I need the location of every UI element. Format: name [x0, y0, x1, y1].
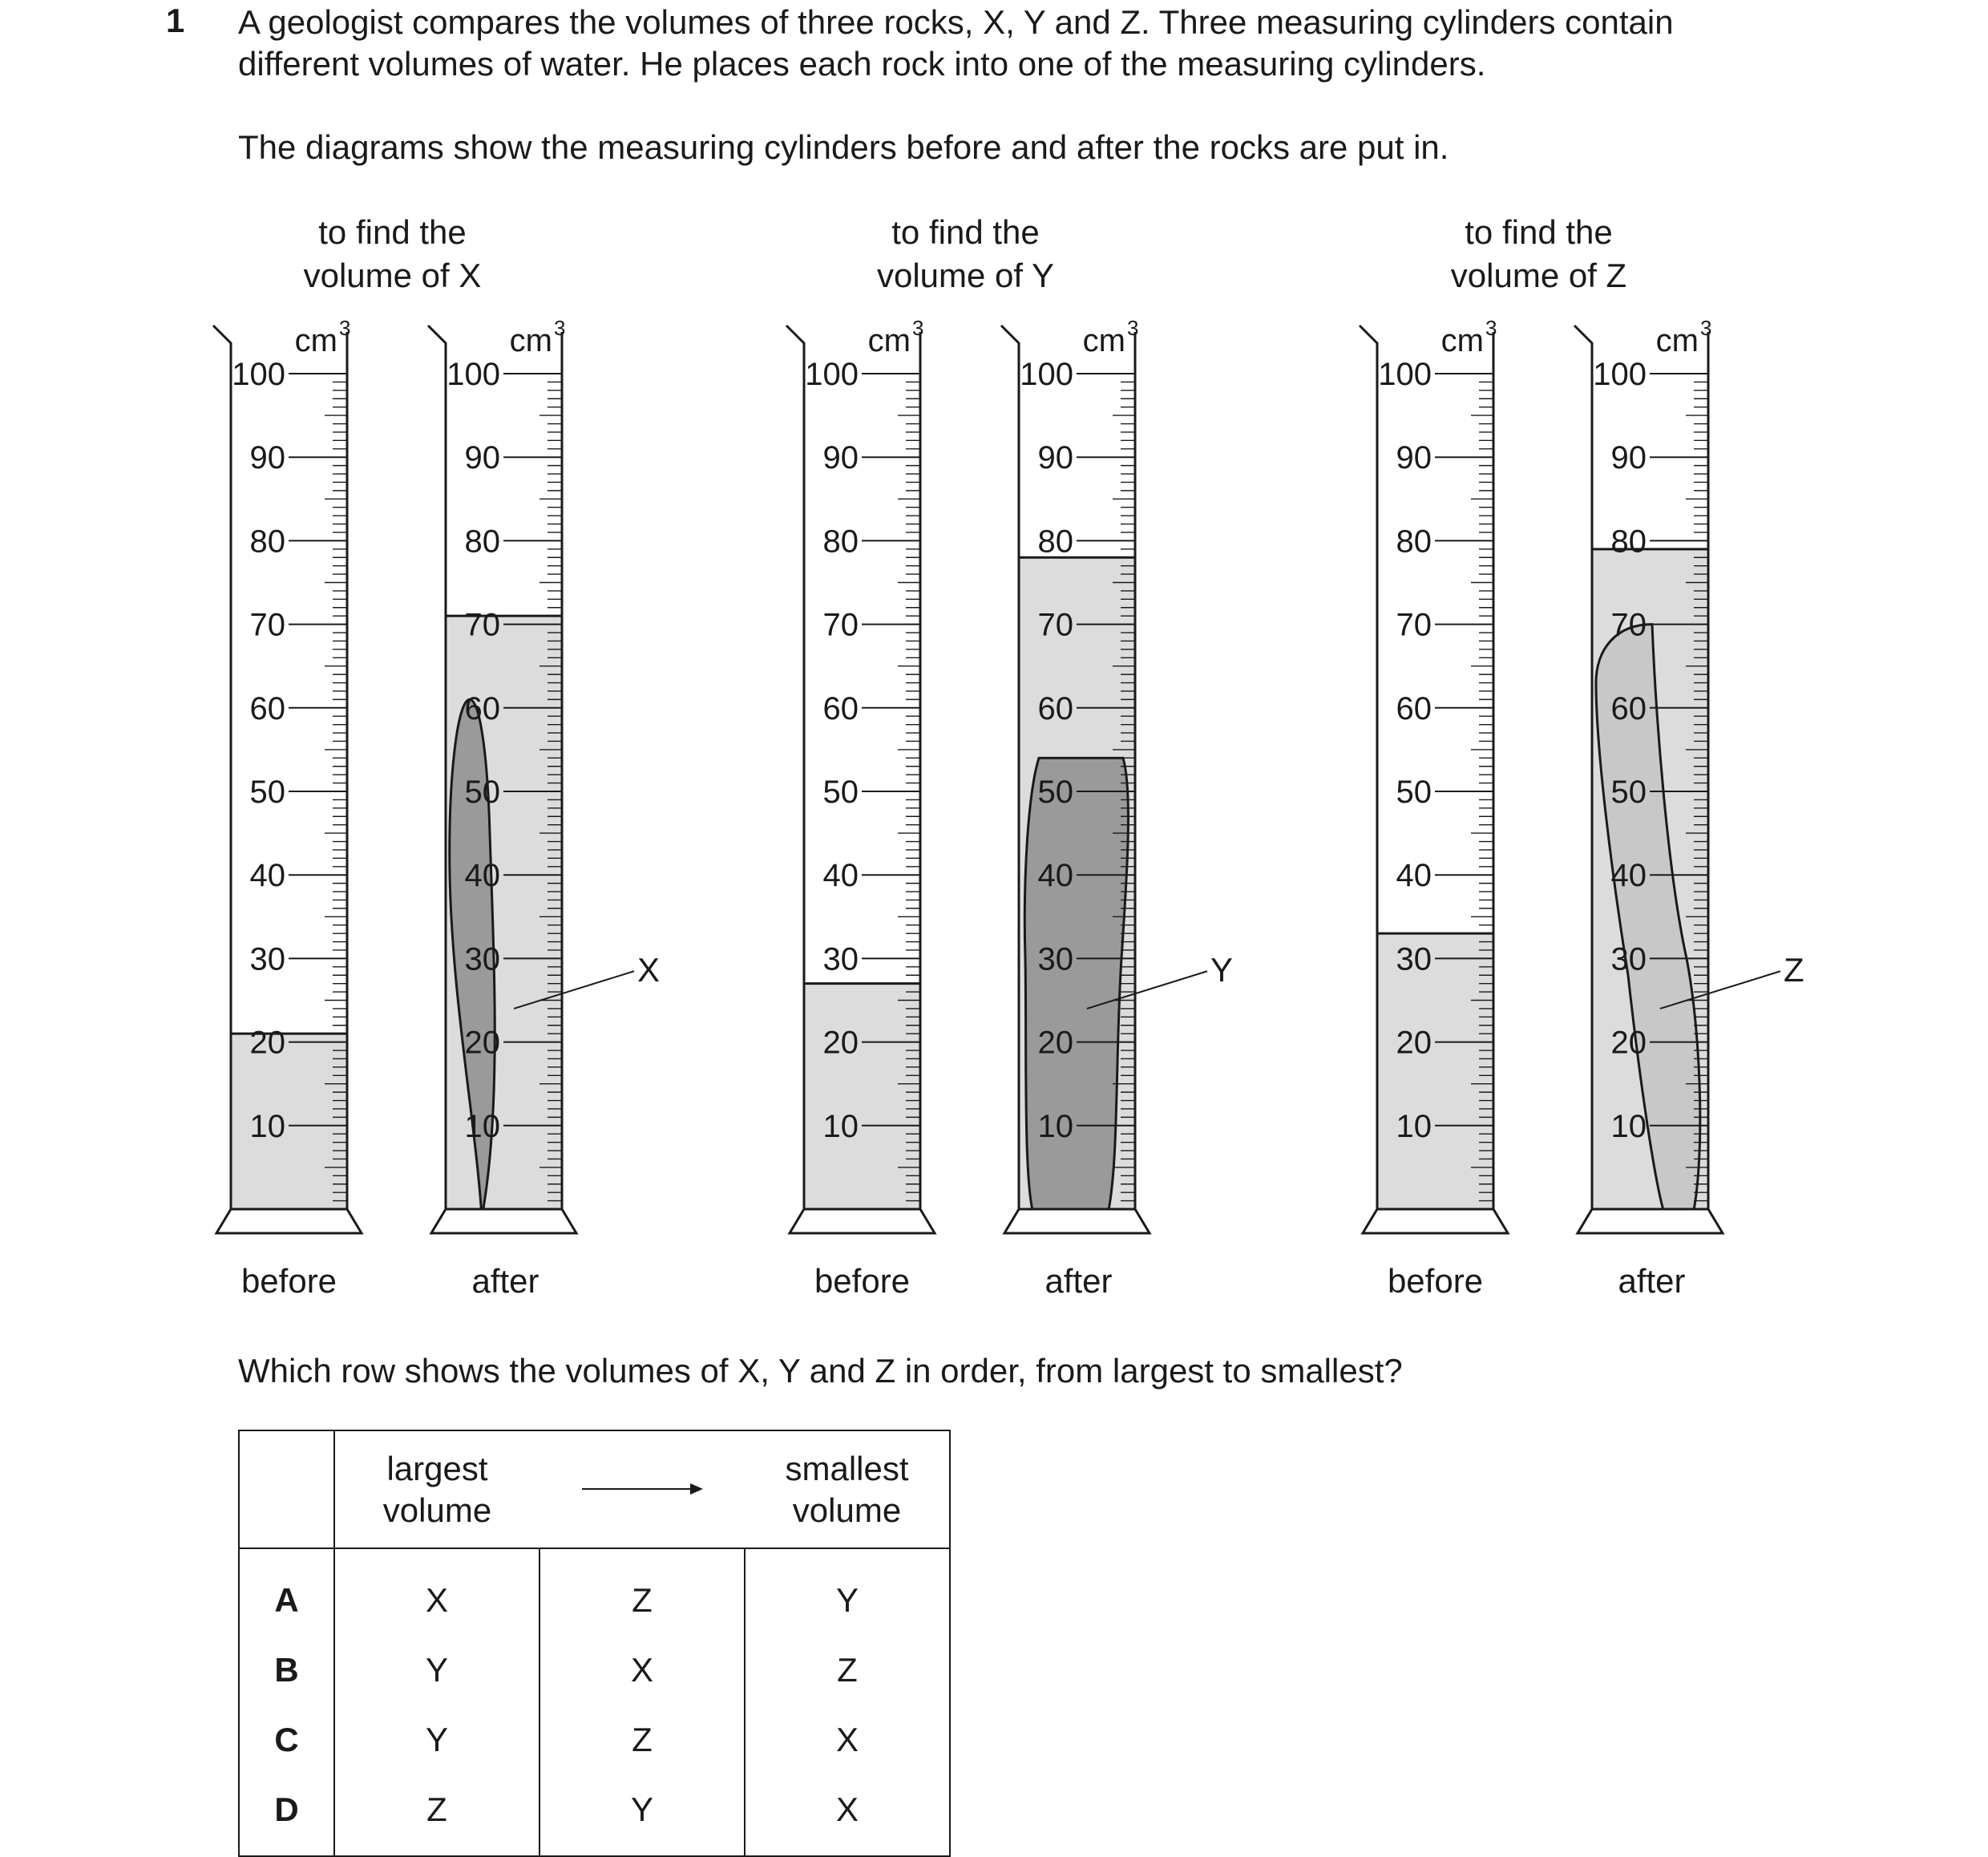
scale-label: 20 — [1396, 1025, 1432, 1061]
scale-label: 70 — [1037, 607, 1073, 643]
cylinder-group-y — [786, 213, 1233, 1300]
cylinder-group-x — [213, 213, 660, 1300]
cylinder-left-wall — [428, 326, 446, 1209]
scale-label: 10 — [1396, 1108, 1432, 1144]
arrow-right-icon — [578, 1477, 706, 1501]
scale-label: 70 — [249, 607, 285, 643]
cylinder-base — [1363, 1209, 1508, 1233]
scale-label: 90 — [1396, 440, 1432, 476]
unit-label: cm — [867, 323, 911, 358]
intro-paragraph-2: The diagrams show the measuring cylinders before and after the rocks are put in. — [238, 128, 1449, 166]
group-caption-line1: to find the — [318, 213, 467, 251]
cylinder-base — [1578, 1209, 1723, 1233]
unit-label: cm — [1440, 323, 1484, 358]
scale-label: 100 — [1020, 357, 1073, 392]
scale-label: 80 — [1610, 524, 1647, 560]
scale-label: 70 — [464, 607, 500, 643]
unit-superscript: 3 — [912, 316, 924, 340]
scale-label: 90 — [1610, 440, 1647, 476]
scale-label: 30 — [1037, 941, 1073, 977]
scale-label: 20 — [1610, 1025, 1647, 1061]
group-caption-line1: to find the — [1465, 213, 1613, 251]
row-first: Y — [334, 1635, 539, 1705]
row-third: X — [835, 1790, 859, 1828]
row-third: X — [835, 1720, 859, 1758]
group-caption-line2: volume of Z — [1450, 257, 1627, 294]
water-column — [231, 1034, 347, 1209]
row-second: Z — [539, 1705, 745, 1774]
cylinder-before — [213, 316, 362, 1300]
cylinder-base — [216, 1209, 362, 1233]
scale-label: 40 — [1396, 858, 1432, 894]
header-arrow — [539, 1430, 745, 1548]
scale-label: 30 — [1396, 941, 1432, 977]
scale-label: 60 — [464, 690, 500, 726]
cylinder-before — [1360, 316, 1508, 1300]
cylinder-base — [431, 1209, 576, 1233]
row-letter: A — [239, 1548, 334, 1635]
scale-label: 90 — [1037, 440, 1073, 476]
unit-label: cm — [509, 323, 552, 358]
scale-label: 10 — [1037, 1108, 1073, 1144]
cylinder-after — [428, 316, 576, 1300]
row-third: Z — [837, 1650, 858, 1689]
rock-shape — [1024, 758, 1128, 1217]
after-label: after — [471, 1262, 539, 1300]
group-caption-line2: volume of Y — [876, 257, 1055, 294]
scale-label: 50 — [1610, 775, 1647, 810]
scale-label: 70 — [822, 607, 859, 643]
unit-superscript: 3 — [1485, 316, 1497, 340]
scale-label: 20 — [464, 1025, 500, 1061]
answer-options-table — [238, 1430, 951, 1857]
scale-label: 10 — [1610, 1108, 1647, 1144]
table-row-b — [239, 1635, 950, 1705]
scale-label: 20 — [1037, 1025, 1073, 1061]
before-label: before — [814, 1262, 911, 1300]
scale-label: 30 — [822, 941, 859, 977]
scale-label: 40 — [249, 858, 285, 894]
table-row-c — [239, 1705, 950, 1774]
row-letter: B — [239, 1635, 334, 1705]
scale-label: 60 — [1610, 690, 1647, 726]
scale-label: 80 — [249, 524, 285, 560]
unit-label: cm — [294, 323, 337, 358]
before-label: before — [1387, 1262, 1484, 1300]
scale-label: 60 — [249, 690, 285, 726]
scale-label: 20 — [822, 1025, 859, 1061]
scale-label: 30 — [1610, 941, 1647, 977]
scale-label: 100 — [1378, 357, 1432, 392]
scale-label: 20 — [249, 1025, 285, 1061]
scale-label: 50 — [822, 775, 859, 810]
scale-label: 10 — [249, 1108, 285, 1144]
row-third: Y — [835, 1580, 859, 1619]
group-caption-line2: volume of X — [303, 257, 482, 294]
scale-label: 70 — [1610, 607, 1647, 643]
scale-label: 50 — [1396, 775, 1432, 810]
question-number: 1 — [166, 2, 185, 39]
scale-label: 50 — [464, 775, 500, 810]
row-first: Y — [334, 1705, 539, 1774]
cylinder-left-wall — [1001, 326, 1019, 1209]
scale-label: 80 — [1396, 524, 1432, 560]
cylinder-group-z — [1360, 213, 1804, 1300]
header-blank-cell — [239, 1430, 334, 1548]
scale-label: 30 — [464, 941, 500, 977]
scale-label: 70 — [1396, 607, 1432, 643]
group-caption-line1: to find the — [891, 213, 1040, 251]
row-first: X — [334, 1548, 539, 1635]
rock-label: Z — [1784, 951, 1804, 989]
scale-label: 90 — [249, 440, 285, 476]
row-second: X — [539, 1635, 745, 1705]
scale-label: 100 — [1593, 357, 1647, 392]
unit-label: cm — [1655, 323, 1699, 358]
unit-label: cm — [1082, 323, 1125, 358]
scale-label: 80 — [822, 524, 859, 560]
header-largest — [334, 1430, 539, 1548]
scale-label: 40 — [464, 858, 500, 894]
scale-label: 10 — [822, 1108, 859, 1144]
header-largest-line2: volume — [382, 1491, 492, 1529]
cylinder-after — [1001, 316, 1150, 1300]
scale-label: 60 — [1037, 690, 1073, 726]
table-row-a — [239, 1548, 950, 1635]
scale-label: 10 — [464, 1108, 500, 1144]
before-label: before — [240, 1262, 337, 1300]
scale-label: 30 — [249, 941, 285, 977]
table-header-row — [239, 1430, 950, 1548]
unit-superscript: 3 — [1127, 316, 1139, 340]
cylinder-left-wall — [213, 326, 231, 1209]
after-label: after — [1045, 1262, 1113, 1300]
header-smallest-line2: volume — [792, 1491, 902, 1529]
unit-superscript: 3 — [554, 316, 566, 340]
scale-label: 40 — [1610, 858, 1647, 894]
row-second: Y — [539, 1774, 745, 1856]
intro-line-1: A geologist compares the volumes of three rocks, X, Y and Z. Three measuring cylinders contain — [238, 3, 1674, 41]
scale-label: 100 — [232, 357, 285, 392]
cylinder-left-wall — [1574, 326, 1592, 1209]
scale-label: 60 — [1396, 690, 1432, 726]
header-smallest — [745, 1430, 950, 1548]
row-first: Z — [334, 1774, 539, 1856]
water-column — [804, 984, 920, 1209]
scale-label: 100 — [805, 357, 859, 392]
cylinder-before — [786, 316, 935, 1300]
scale-label: 90 — [822, 440, 859, 476]
header-smallest-line1: smallest — [785, 1449, 909, 1487]
row-second: Z — [539, 1548, 745, 1635]
scale-label: 50 — [1037, 775, 1073, 810]
cylinder-left-wall — [1360, 326, 1377, 1209]
cylinder-base — [790, 1209, 935, 1233]
cylinder-base — [1004, 1209, 1150, 1233]
table-row-d — [239, 1774, 950, 1856]
scale-label: 80 — [1037, 524, 1073, 560]
row-letter: D — [239, 1774, 334, 1856]
question-prompt: Which row shows the volumes of X, Y and Z in order, from largest to smallest? — [238, 1352, 1403, 1390]
unit-superscript: 3 — [1700, 316, 1712, 340]
scale-label: 90 — [464, 440, 500, 476]
scale-label: 40 — [1037, 858, 1073, 894]
cylinder-left-wall — [786, 326, 804, 1209]
scale-label: 80 — [464, 524, 500, 560]
intro-line-2: different volumes of water. He places each rock into one of the measuring cylinders. — [238, 45, 1486, 83]
scale-label: 60 — [822, 690, 859, 726]
header-largest-line1: largest — [386, 1449, 488, 1487]
scale-label: 40 — [822, 858, 859, 894]
rock-label: Y — [1210, 951, 1234, 989]
cylinder-after — [1574, 316, 1723, 1300]
rock-label: X — [637, 951, 661, 989]
scale-label: 50 — [249, 775, 285, 810]
after-label: after — [1618, 1262, 1686, 1300]
scale-label: 100 — [446, 357, 500, 392]
row-letter: C — [239, 1705, 334, 1774]
unit-superscript: 3 — [339, 316, 351, 340]
